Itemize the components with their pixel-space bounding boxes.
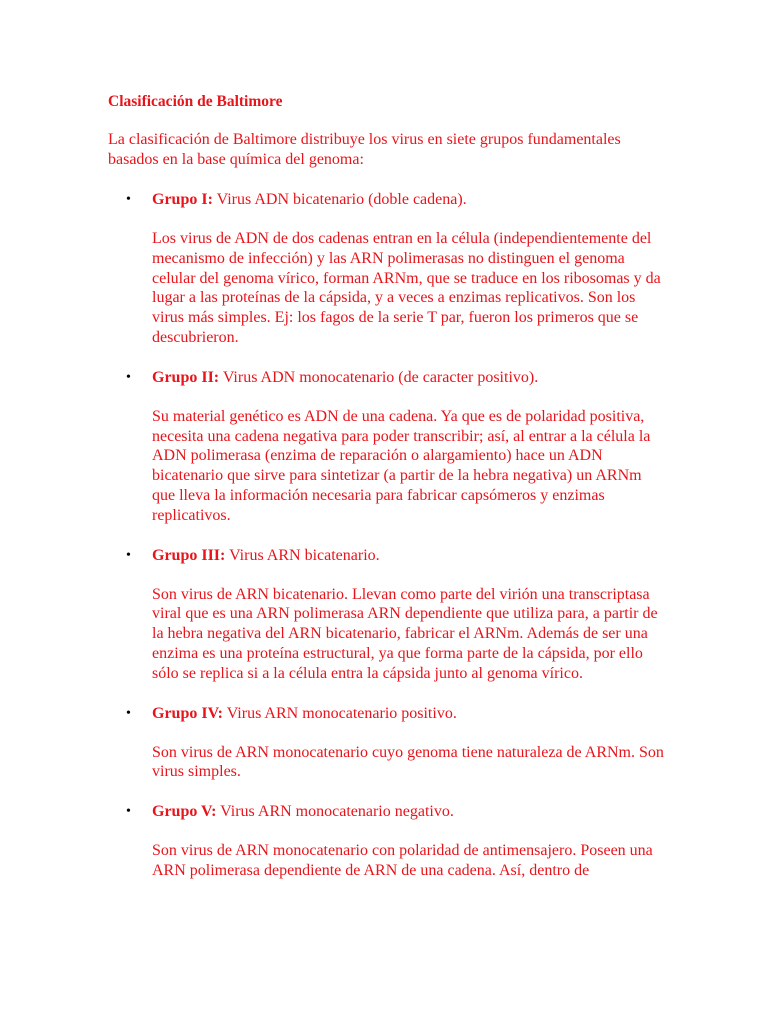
group-name: Grupo V: <box>152 803 217 821</box>
bullet-icon: • <box>126 192 131 207</box>
group-name: Grupo III: <box>152 546 226 564</box>
group-description: Su material genético es ADN de una cadena. Ya que es de polaridad positiva, necesita una cadena negativa para poder transcribir; así, al entrar a la célula la ADN polimerasa (enzima de reparación o alargamiento) hace un ADN bicatenario que sirve para sintetizar (a partir de la hebra negativa) un ARNm que lleva la información necesaria para fabricar capsómeros y enzimas replicativos. <box>152 407 651 524</box>
bullet-icon: • <box>126 369 131 385</box>
group-heading <box>152 546 668 566</box>
intro-paragraph: La clasificación de Baltimore distribuye los virus en siete grupos fundamentales basados en la base química del genoma: <box>108 131 621 168</box>
document-page <box>108 92 668 901</box>
list-item-grupo-3 <box>108 546 668 684</box>
group-heading-text: Virus ARN monocatenario negativo. <box>216 803 454 821</box>
group-list <box>108 190 668 881</box>
group-heading <box>152 802 668 822</box>
group-heading-text: Virus ADN monocatenario (de caracter positivo). <box>219 368 539 386</box>
group-description: Son virus de ARN bicatenario. Llevan como parte del virión una transcriptasa viral que es una ARN polimerasa ARN dependiente que utiliza para, a partir de la hebra negativa del ARN bicatenario, fabricar el ARNm. Además de ser una enzima es una proteína estructural, ya que forma parte de la cápsida, por ello sólo se replica si a la célula entra la cápsida junto al genoma vírico. <box>152 585 658 682</box>
group-description: Son virus de ARN monocatenario cuyo genoma tiene naturaleza de ARNm. Son virus simples. <box>152 743 664 781</box>
group-description: Los virus de ADN de dos cadenas entran en la célula (independientemente del mecanismo de infección) y las ARN polimerasas no distinguen el genoma celular del genoma vírico, forman ARNm, que se traduce en los ribosomas y da lugar a las proteínas de la cápsida, y a veces a enzimas replicativos. Son los virus más simples. Ej: los fagos de la serie T par, fueron los primeros que se descubrieron. <box>152 230 661 346</box>
document-title: Clasificación de Baltimore <box>108 93 283 110</box>
group-heading-text: Virus ADN bicatenario (doble cadena). <box>212 191 467 208</box>
list-item-grupo-1 <box>108 190 668 348</box>
group-heading-text: Virus ARN monocatenario positivo. <box>222 704 457 722</box>
list-item-grupo-4 <box>108 704 668 783</box>
group-name: Grupo IV: <box>152 704 223 722</box>
group-heading <box>152 368 668 388</box>
bullet-icon: • <box>126 705 131 721</box>
bullet-icon: • <box>126 804 131 820</box>
group-description: Son virus de ARN monocatenario con polaridad de antimensajero. Poseen una ARN polimerasa dependiente de ARN de una cadena. Así, dentro de <box>152 842 653 879</box>
group-heading <box>152 704 668 724</box>
group-name: Grupo II: <box>152 368 220 386</box>
list-item-grupo-2 <box>108 368 668 526</box>
group-name: Grupo I: <box>152 191 213 208</box>
group-heading <box>152 190 668 210</box>
list-item-grupo-5 <box>108 802 668 881</box>
group-heading-text: Virus ARN bicatenario. <box>225 546 380 564</box>
bullet-icon: • <box>126 547 131 563</box>
